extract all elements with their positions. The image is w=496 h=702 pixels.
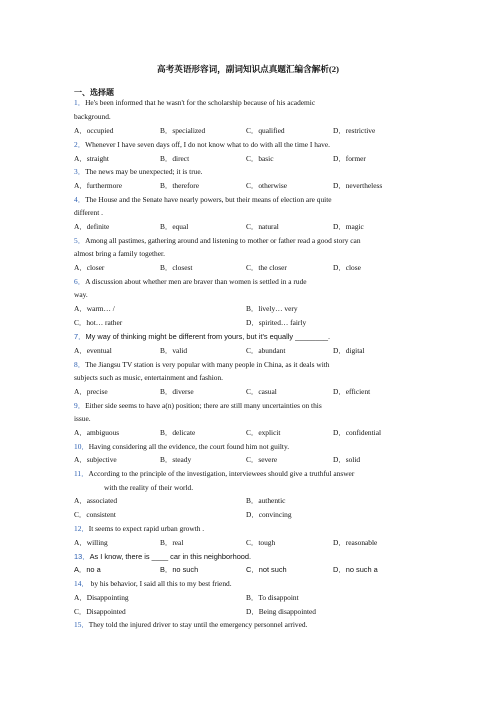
question-number: 12． xyxy=(74,524,89,533)
question-10 xyxy=(74,443,289,450)
question-9-continued: issue. xyxy=(74,414,91,423)
option-d[interactable]: D．close xyxy=(333,263,361,272)
option-d[interactable]: D．confidential xyxy=(333,428,382,437)
option-a[interactable]: A．definite xyxy=(74,222,110,231)
question-text: According to the principle of the investigation, interviewees should give a truthful answer xyxy=(88,469,355,478)
option-c[interactable]: C．basic xyxy=(246,154,274,163)
question-number: 5． xyxy=(74,236,86,245)
question-text: by his behavior, I said all this to my best friend. xyxy=(88,579,232,588)
option-a[interactable]: A．precise xyxy=(74,387,108,396)
option-b[interactable]: B．authentic xyxy=(246,496,286,505)
option-c[interactable]: C．consistent xyxy=(74,510,116,519)
question-9 xyxy=(74,402,322,409)
question-number: 3． xyxy=(74,167,86,176)
question-5-continued: almost bring a family together. xyxy=(74,249,165,258)
question-number: 2． xyxy=(74,140,86,149)
section-heading: 一、选择题 xyxy=(74,88,114,97)
question-7 xyxy=(74,333,330,340)
option-d[interactable]: D．magic xyxy=(333,222,364,231)
option-d[interactable]: D．spirited… fairly xyxy=(246,318,307,327)
option-c[interactable]: C．natural xyxy=(246,222,279,231)
question-12 xyxy=(74,525,204,532)
option-a[interactable]: A．ambiguous xyxy=(74,428,120,437)
question-11-continued: with the reality of their world. xyxy=(104,483,194,492)
option-c[interactable]: C．tough xyxy=(246,538,276,547)
option-a[interactable]: A．no a xyxy=(74,565,101,574)
option-c[interactable]: C．qualified xyxy=(246,126,285,135)
question-text: Among all pastimes, gathering around and listening to mother or father read a good story can xyxy=(85,236,361,245)
question-14 xyxy=(74,580,232,587)
option-d[interactable]: D．Being disappointed xyxy=(246,607,316,616)
question-11 xyxy=(74,470,354,477)
option-b[interactable]: B．valid xyxy=(160,346,188,355)
question-text: A discussion about whether men are braver than women is settled in a rude xyxy=(85,277,307,286)
question-number: 11． xyxy=(74,469,89,478)
question-3 xyxy=(74,168,203,175)
option-d[interactable]: D．former xyxy=(333,154,366,163)
question-text: Either side seems to have a(n) position; there are still many uncertainties on this xyxy=(85,401,322,410)
option-b[interactable]: B．no such xyxy=(160,565,199,574)
option-b[interactable]: B．closest xyxy=(160,263,193,272)
question-text: The House and the Senate have nearly powers, but their means of election are quite xyxy=(85,195,332,204)
question-4 xyxy=(74,196,332,203)
question-text: He's been informed that he wasn't for the scholarship because of his academic xyxy=(85,98,316,107)
option-d[interactable]: D．no such a xyxy=(333,565,378,574)
question-1-continued: background. xyxy=(74,112,111,121)
question-text: They told the injured driver to stay until the emergency personnel arrived. xyxy=(88,620,308,629)
question-number: 15． xyxy=(74,620,89,629)
question-8 xyxy=(74,361,330,368)
option-b[interactable]: B．steady xyxy=(160,455,192,464)
question-1 xyxy=(74,99,315,106)
option-c[interactable]: C．severe xyxy=(246,455,278,464)
question-number: 1． xyxy=(74,98,86,107)
option-a[interactable]: A．closer xyxy=(74,263,105,272)
question-number: 10． xyxy=(74,442,89,451)
answer-blank: ________ xyxy=(295,332,329,341)
option-a[interactable]: A．associated xyxy=(74,496,118,505)
question-5 xyxy=(74,237,361,244)
question-6 xyxy=(74,278,307,285)
question-number: 8． xyxy=(74,360,86,369)
option-d[interactable]: D．solid xyxy=(333,455,361,464)
option-c[interactable]: C．abundant xyxy=(246,346,286,355)
question-text: The Jiangsu TV station is very popular with many people in China, as it deals with xyxy=(85,360,330,369)
option-a[interactable]: A．occupied xyxy=(74,126,114,135)
question-2 xyxy=(74,141,330,148)
option-b[interactable]: B．diverse xyxy=(160,387,194,396)
option-b[interactable]: B．delicate xyxy=(160,428,196,437)
option-d[interactable]: D．reasonable xyxy=(333,538,378,547)
option-c[interactable]: C．Disappointed xyxy=(74,607,126,616)
option-a[interactable]: A．warm… / xyxy=(74,304,115,313)
option-b[interactable]: B．lively… very xyxy=(246,304,298,313)
option-c[interactable]: C．hot… rather xyxy=(74,318,123,327)
question-6-continued: way. xyxy=(74,290,88,299)
option-b[interactable]: B．therefore xyxy=(160,181,199,190)
option-a[interactable]: A．furthermore xyxy=(74,181,123,190)
option-b[interactable]: B．equal xyxy=(160,222,189,231)
question-text: My way of thinking might be different from yours, but it’s equally xyxy=(85,332,296,341)
question-text-end: . xyxy=(328,332,331,341)
question-text: Having considering all the evidence, the court found him not guilty. xyxy=(88,442,290,451)
option-d[interactable]: D．efficient xyxy=(333,387,371,396)
option-c[interactable]: C．explicit xyxy=(246,428,281,437)
option-d[interactable]: D．digital xyxy=(333,346,365,355)
option-a[interactable]: A．straight xyxy=(74,154,109,163)
option-d[interactable]: D．restrictive xyxy=(333,126,376,135)
question-text: It seems to expect rapid urban growth . xyxy=(88,524,205,533)
option-a[interactable]: A．eventual xyxy=(74,346,112,355)
option-a[interactable]: A．subjective xyxy=(74,455,117,464)
option-d[interactable]: D．convincing xyxy=(246,510,292,519)
option-c[interactable]: C．the closer xyxy=(246,263,287,272)
question-text: As I know, there is ____ car in this neighborhood. xyxy=(89,552,252,561)
question-4-continued: different . xyxy=(74,208,104,217)
option-a[interactable]: A．Disappointing xyxy=(74,593,129,602)
question-8-continued: subjects such as music, entertainment and fashion. xyxy=(74,373,224,382)
option-b[interactable]: B．real xyxy=(160,538,184,547)
question-number: 9． xyxy=(74,401,86,410)
option-b[interactable]: B．direct xyxy=(160,154,190,163)
question-text: The news may be unexpected; it is true. xyxy=(85,167,203,176)
question-13 xyxy=(74,553,251,560)
option-c[interactable]: C．not such xyxy=(246,565,287,574)
option-c[interactable]: C．casual xyxy=(246,387,277,396)
option-c[interactable]: C．otherwise xyxy=(246,181,288,190)
question-number: 13． xyxy=(74,552,90,561)
question-15 xyxy=(74,621,307,628)
option-d[interactable]: D．nevertheless xyxy=(333,181,383,190)
option-a[interactable]: A．willing xyxy=(74,538,108,547)
option-b[interactable]: B．specialized xyxy=(160,126,206,135)
question-text: Whenever I have seven days off, I do not know what to do with all the time I have. xyxy=(85,140,331,149)
option-b[interactable]: B．To disappoint xyxy=(246,593,299,602)
question-number: 14． xyxy=(74,579,89,588)
question-number: 6． xyxy=(74,277,86,286)
question-number: 7． xyxy=(74,332,86,341)
question-number: 4． xyxy=(74,195,86,204)
page-title: 高考英语形容词，副词知识点真题汇编含解析(2) xyxy=(157,64,339,74)
